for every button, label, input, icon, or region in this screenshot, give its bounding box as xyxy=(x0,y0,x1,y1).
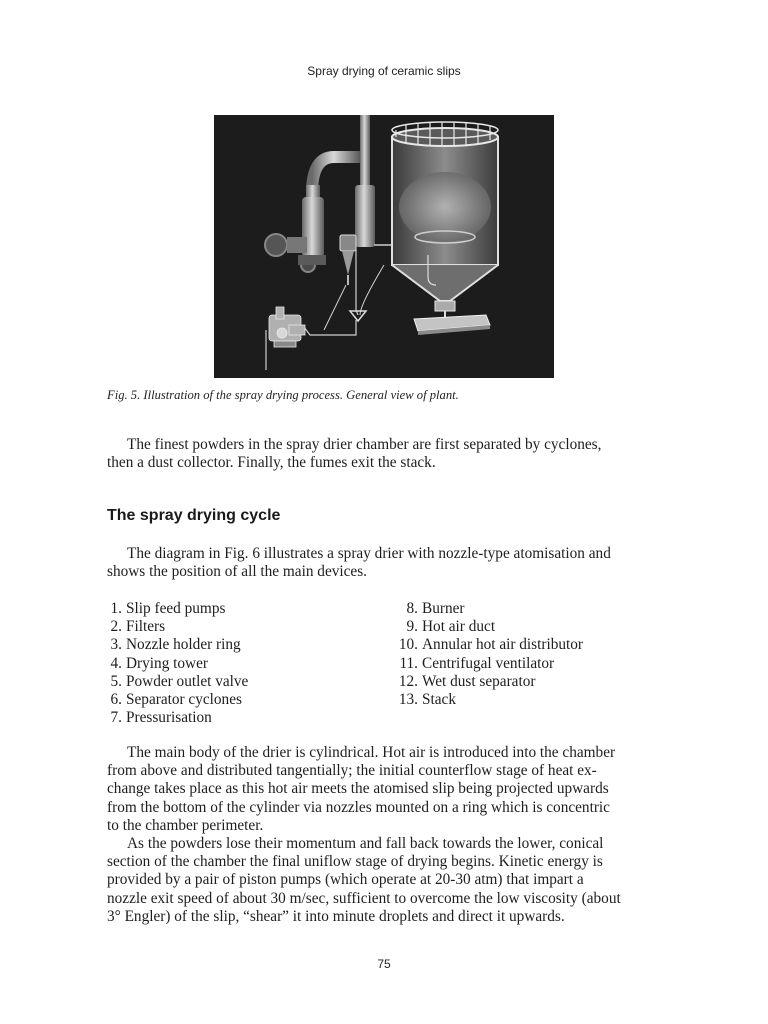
drying-chamber xyxy=(392,122,498,322)
list-label: Drying tower xyxy=(126,654,208,672)
list-item xyxy=(395,655,583,673)
list-item xyxy=(98,709,248,727)
list-label: Centrifugal ventilator xyxy=(422,654,555,672)
list-item xyxy=(98,600,248,618)
paragraph-line: 3° Engler) of the slip, “shear” it into minute droplets and direct it upwards. xyxy=(107,907,565,925)
paragraph-line: The finest powders in the spray drier chamber are first separated by cyclones, xyxy=(127,436,602,453)
list-number: 8. xyxy=(406,600,418,617)
list-label: Burner xyxy=(422,600,465,617)
paragraph-line: section of the chamber the final uniflow stage of drying begins. Kinetic energy is xyxy=(107,853,603,871)
list-number: 6. xyxy=(110,691,122,709)
list-number: 13. xyxy=(398,691,418,709)
paragraph-cyclones xyxy=(107,436,662,472)
figure-caption: Fig. 5. Illustration of the spray drying process. General view of plant. xyxy=(107,388,459,402)
paragraph-line: nozzle exit speed of about 30 m/sec, sufficient to overcome the low viscosity (about xyxy=(107,889,621,907)
page-number: 75 xyxy=(377,957,391,971)
list-label: Wet dust separator xyxy=(422,672,536,690)
list-label: Powder outlet valve xyxy=(126,672,249,690)
paragraph-line: As the powders lose their momentum and fall back towards the lower, conical xyxy=(127,835,604,853)
paragraph-line: shows the position of all the main devices. xyxy=(107,563,368,581)
paragraph-line: then a dust collector. Finally, the fumes exit the stack. xyxy=(107,454,436,472)
list-number: 3. xyxy=(110,636,122,654)
list-item xyxy=(98,673,248,691)
list-number: 7. xyxy=(110,709,122,727)
list-label: Nozzle holder ring xyxy=(126,636,241,654)
list-item xyxy=(98,691,248,709)
spray-dryer-drawing xyxy=(214,115,554,378)
running-head: Spray drying of ceramic slips xyxy=(307,64,461,78)
paragraph-main-body xyxy=(107,744,662,926)
list-item xyxy=(395,618,583,636)
list-number: 2. xyxy=(110,618,122,636)
list-label: Slip feed pumps xyxy=(126,600,226,617)
list-item xyxy=(98,655,248,673)
paragraph-line: change takes place as this hot air meets the atomised slip being projected upwards xyxy=(107,780,609,798)
list-number: 1. xyxy=(110,600,122,617)
list-number: 12. xyxy=(398,672,418,690)
list-item xyxy=(395,636,583,654)
list-number: 4. xyxy=(110,654,122,672)
list-label: Separator cyclones xyxy=(126,691,242,709)
list-label: Annular hot air distributor xyxy=(422,636,584,654)
list-label: Stack xyxy=(422,691,456,709)
paragraph-line: provided by a pair of piston pumps (which operate at 20-30 atm) that impart a xyxy=(107,871,584,889)
list-item xyxy=(98,618,248,636)
section-heading: The spray drying cycle xyxy=(107,507,281,524)
list-number: 9. xyxy=(406,618,418,636)
list-label: Hot air duct xyxy=(422,618,496,636)
paragraph-line: The main body of the drier is cylindrical. Hot air is introduced into the chamber xyxy=(127,744,616,761)
list-item xyxy=(98,636,248,654)
list-item xyxy=(395,673,583,691)
list-item xyxy=(395,600,583,618)
list-label: Pressurisation xyxy=(126,709,212,727)
list-number: 11. xyxy=(399,654,418,672)
list-item xyxy=(395,691,583,709)
list-number: 5. xyxy=(110,672,122,690)
paragraph-line: from above and distributed tangentially; the initial counterflow stage of heat ex- xyxy=(107,762,597,780)
plant-illustration xyxy=(214,115,554,378)
paragraph-line: The diagram in Fig. 6 illustrates a spray drier with nozzle-type atomisation and xyxy=(127,545,611,562)
device-list-left xyxy=(98,600,248,727)
list-label: Filters xyxy=(126,618,166,636)
paragraph-line: to the chamber perimeter. xyxy=(107,816,264,834)
device-list-right xyxy=(395,600,583,709)
paragraph-diagram xyxy=(107,545,662,581)
paragraph-line: from the bottom of the cylinder via nozzles mounted on a ring which is concentric xyxy=(107,798,610,816)
list-number: 10. xyxy=(398,636,418,654)
